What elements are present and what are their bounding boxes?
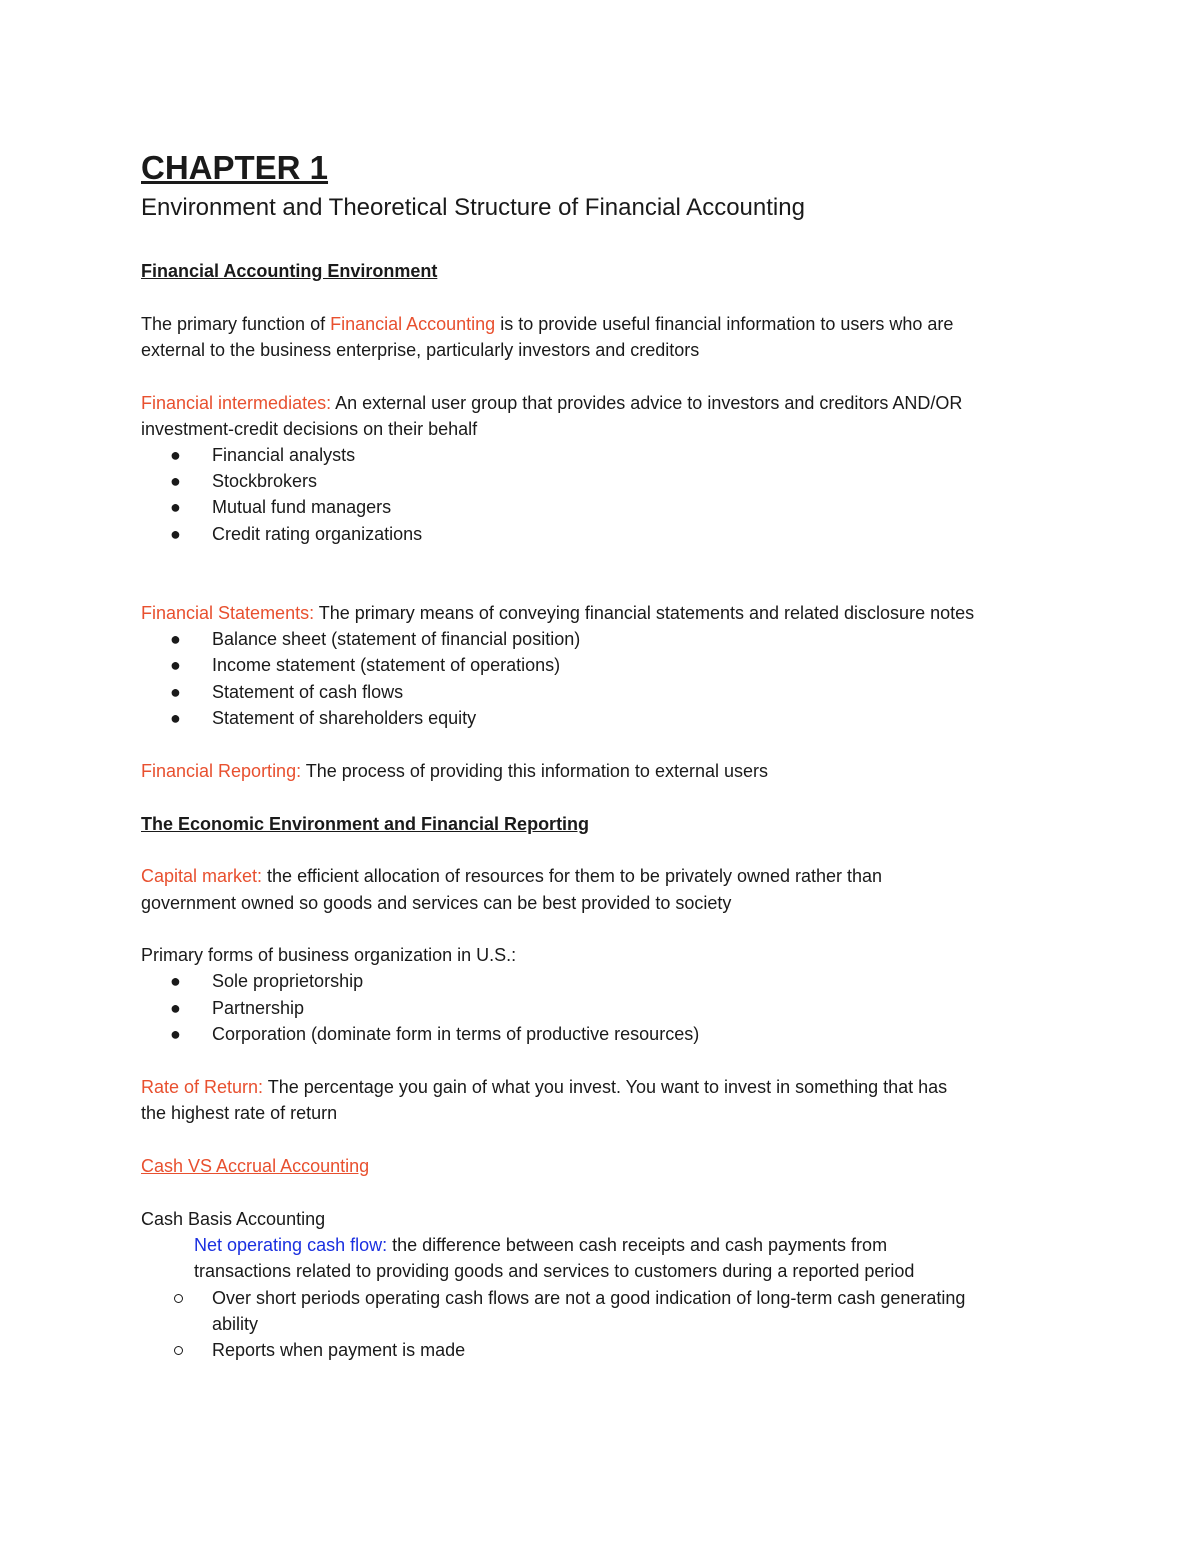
- definition-capital-market-line2: government owned so goods and services can be best provided to society: [141, 893, 732, 913]
- term-financial-reporting: Financial Reporting:: [141, 761, 302, 781]
- forms-intro: Primary forms of business organization in U.S.:: [141, 945, 517, 965]
- list-item: Statement of cash flows: [212, 682, 404, 702]
- list-item: Over short periods operating cash flows are not a good indication of long-term cash generating: [212, 1288, 966, 1308]
- paragraph-primary-function: The primary function of Financial Accounting is to provide useful financial information to users who are: [141, 314, 954, 334]
- bullet-icon: ●: [170, 682, 181, 702]
- subheading-cash-vs-accrual: Cash VS Accrual Accounting: [141, 1156, 370, 1176]
- definition-capital-market: Capital market: the efficient allocation of resources for them to be privately owned rather than: [141, 866, 883, 886]
- bullet-icon: ●: [170, 998, 181, 1018]
- list-item: Corporation (dominate form in terms of productive resources): [212, 1024, 700, 1044]
- list-item: Income statement (statement of operations): [212, 655, 561, 675]
- term-financial-statements: Financial Statements:: [141, 603, 315, 623]
- chapter-subtitle: Environment and Theoretical Structure of Financial Accounting: [141, 194, 805, 221]
- term-net-operating-cash-flow: Net operating cash flow:: [194, 1235, 388, 1255]
- list-item: Stockbrokers: [212, 471, 318, 491]
- section-heading-financial-accounting-environment: Financial Accounting Environment: [141, 261, 438, 281]
- definition-rate-of-return-line2: the highest rate of return: [141, 1103, 338, 1123]
- circle-bullet-icon: [174, 1294, 183, 1303]
- bullet-icon: ●: [170, 524, 181, 544]
- bullet-icon: ●: [170, 497, 181, 517]
- list-item-continuation: ability: [212, 1314, 259, 1334]
- term-financial-accounting: Financial Accounting: [330, 314, 496, 334]
- list-item: Statement of shareholders equity: [212, 708, 477, 728]
- list-item: Sole proprietorship: [212, 971, 364, 991]
- definition-financial-intermediates-line2: investment-credit decisions on their behalf: [141, 419, 478, 439]
- list-item: Financial analysts: [212, 445, 356, 465]
- term-financial-intermediates: Financial intermediates:: [141, 393, 332, 413]
- list-item: Reports when payment is made: [212, 1340, 466, 1360]
- definition-financial-intermediates: Financial intermediates: An external user group that provides advice to investors and creditors AND/OR: [141, 393, 963, 413]
- term-rate-of-return: Rate of Return:: [141, 1077, 264, 1097]
- cash-basis-label: Cash Basis Accounting: [141, 1209, 326, 1229]
- chapter-title: CHAPTER 1: [141, 149, 329, 186]
- bullet-icon: ●: [170, 445, 181, 465]
- circle-bullet-icon: [174, 1346, 183, 1355]
- bullet-icon: ●: [170, 708, 181, 728]
- bullet-icon: ●: [170, 629, 181, 649]
- definition-net-operating-cash-flow-line2: transactions related to providing goods and services to customers during a reported period: [194, 1261, 915, 1281]
- definition-financial-statements: Financial Statements: The primary means of conveying financial statements and related disclosure notes: [141, 603, 975, 623]
- list-item: Balance sheet (statement of financial position): [212, 629, 581, 649]
- section-heading-economic-environment: The Economic Environment and Financial Reporting: [141, 814, 590, 834]
- bullet-icon: ●: [170, 971, 181, 991]
- definition-rate-of-return: Rate of Return: The percentage you gain of what you invest. You want to invest in something that has: [141, 1077, 948, 1097]
- bullet-icon: ●: [170, 471, 181, 491]
- list-item: Mutual fund managers: [212, 497, 392, 517]
- bullet-icon: ●: [170, 655, 181, 675]
- list-item: Credit rating organizations: [212, 524, 423, 544]
- term-capital-market: Capital market:: [141, 866, 263, 886]
- list-item: Partnership: [212, 998, 305, 1018]
- definition-financial-reporting: Financial Reporting: The process of providing this information to external users: [141, 761, 768, 781]
- definition-net-operating-cash-flow: Net operating cash flow: the difference between cash receipts and cash payments from: [194, 1235, 888, 1255]
- paragraph-primary-function-line2: external to the business enterprise, particularly investors and creditors: [141, 340, 700, 360]
- bullet-icon: ●: [170, 1024, 181, 1044]
